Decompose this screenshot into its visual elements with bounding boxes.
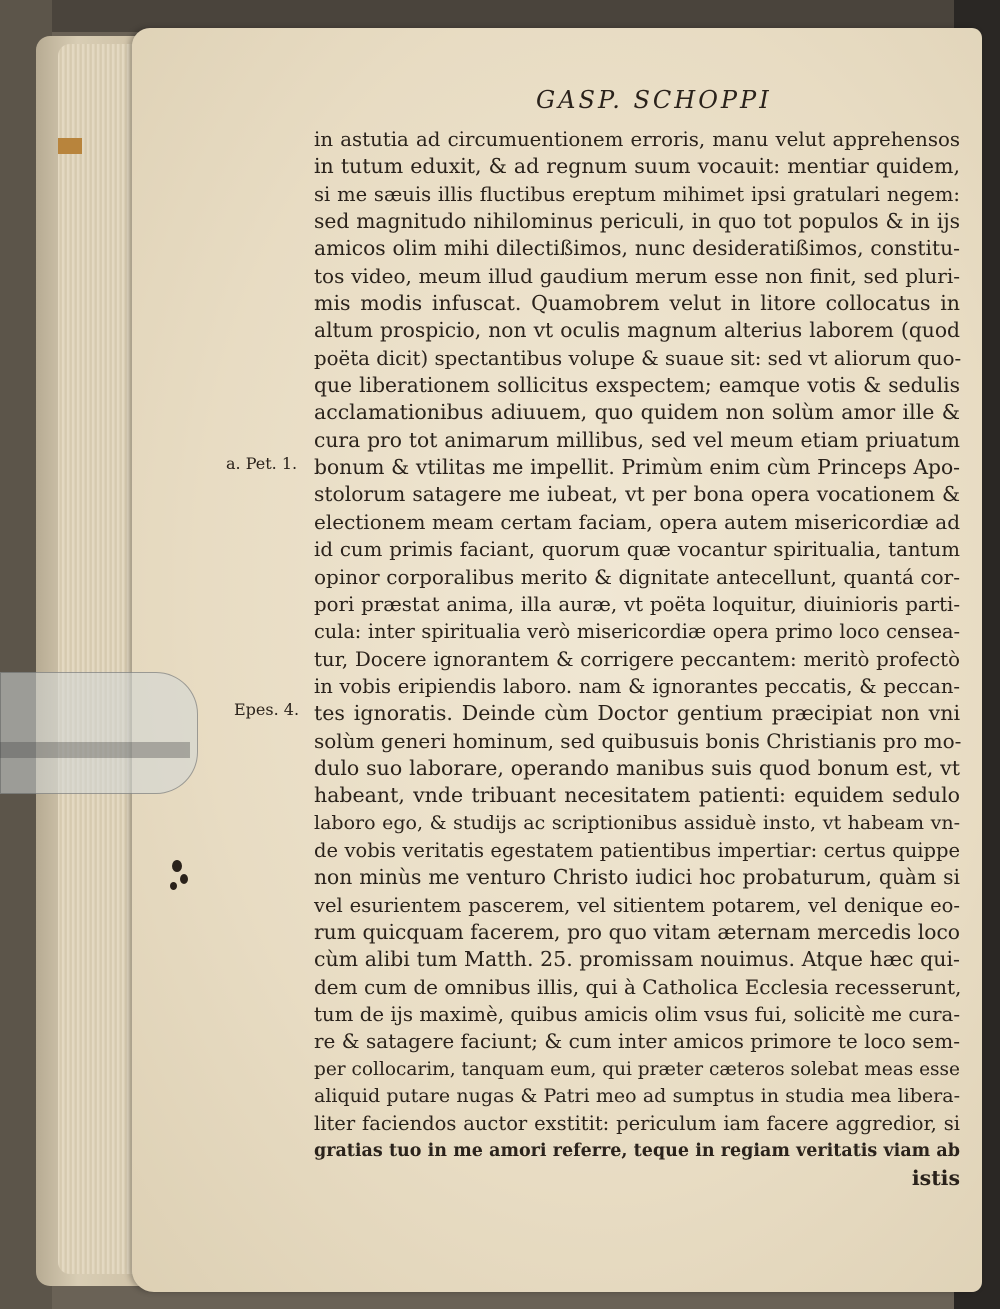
text-line: cula: inter spiritualia verò misericordiæ opera primo loco censea- [314, 620, 960, 644]
text-line: per collocarim, tanquam eum, qui præter cæteros solebat meas esse [314, 1058, 960, 1080]
text-line: non minùs me venturo Christo iudici hoc probaturum, quàm si [314, 865, 960, 890]
text-line: que liberationem sollicitus exspectem; eamque votis & sedulis [314, 373, 960, 398]
text-line: si me sæuis illis fluctibus ereptum mihimet ipsi gratulari negem: [314, 182, 960, 206]
margin-note-citation: Epes. 4. [234, 700, 300, 719]
transparent-bookmark-tab [0, 672, 198, 794]
text-line: rum quicquam facerem, pro quo vitam æternam mercedis loco [314, 919, 960, 944]
text-line: solùm generi hominum, sed quibusuis bonis Christianis pro mo- [314, 728, 962, 753]
text-line: electionem meam certam faciam, opera autem misericordiæ ad [314, 509, 960, 534]
text-line: tes ignoratis. Deinde cùm Doctor gentium præcipiat non vni [314, 701, 960, 726]
catchword: istis [911, 1166, 960, 1191]
text-line: tur, Docere ignorantem & corrigere peccantem: meritò profectò [314, 647, 960, 671]
text-line: poëta dicit) spectantibus volupe & suaue sit: sed vt aliorum quo- [314, 346, 962, 370]
text-line: altum prospicio, non vt oculis magnum alterius laborem (quod [314, 318, 960, 343]
text-line: mis modis infuscat. Quamobrem velut in litore collocatus in [314, 291, 960, 316]
ribbon-marker [58, 138, 82, 154]
running-header: GASP. SCHOPPI [536, 86, 772, 114]
text-line: id cum primis faciant, quorum quæ vocantur spiritualia, tantum [314, 538, 960, 562]
main-text-block [314, 126, 960, 1192]
margin-note-citation: a. Pet. 1. [226, 454, 298, 473]
text-line: bonum & vtilitas me impellit. Primùm enim cùm Princeps Apo- [314, 455, 960, 480]
text-line: opinor corporalibus merito & dignitate antecellunt, quantá cor- [314, 564, 960, 589]
text-line: dem cum de omnibus illis, qui à Catholica Ecclesia recesserunt, [314, 974, 962, 999]
text-line: tum de ijs maximè, quibus amicis olim vsus fui, solicitè me cura- [314, 1003, 960, 1026]
text-line: cùm alibi tum Matth. 25. promissam nouimus. Atque hæc qui- [314, 947, 960, 972]
text-line: dulo suo laborare, operando manibus suis quod bonum est, vt [314, 755, 960, 780]
bookmark-strip [0, 742, 190, 758]
text-line: vel esurientem pascerem, vel sitientem potarem, vel denique eo- [314, 893, 960, 917]
text-line: liter faciendos auctor exstitit: periculum iam facere aggredior, si [314, 1112, 960, 1136]
text-line: cura pro tot animarum millibus, sed vel meum etiam priuatum [314, 427, 960, 452]
text-line: sed magnitudo nihilominus periculi, in quo tot populos & in ijs [314, 209, 960, 234]
text-line: in tutum eduxit, & ad regnum suum vocauit: mentiar quidem, [314, 154, 960, 179]
text-line: laboro ego, & studijs ac scriptionibus assiduè insto, vt habeam vn- [314, 811, 960, 834]
text-line: habeant, vnde tribuant necesitatem patienti: equidem sedulo [314, 783, 960, 808]
text-line: tos video, meum illud gaudium merum esse non finit, sed pluri- [314, 263, 960, 288]
text-line: gratias tuo in me amori referre, teque in regiam veritatis viam ab [314, 1140, 960, 1161]
text-line: aliquid putare nugas & Patri meo ad sumptus in studia mea libera- [314, 1085, 960, 1108]
text-line: re & satagere faciunt; & cum inter amicos primore te loco sem- [314, 1029, 960, 1054]
text-line: pori præstat anima, illa auræ, vt poëta loquitur, diuinioris parti- [314, 592, 960, 616]
text-line: in vobis eripiendis laboro. nam & ignorantes peccatis, & peccan- [314, 674, 960, 698]
text-line: in astutia ad circumuentionem erroris, manu velut apprehensos [314, 128, 960, 151]
text-line: acclamationibus adiuuem, quo quidem non solùm amor ille & [314, 400, 960, 425]
text-line: amicos olim mihi dilectißimos, nunc desideratißimos, constitu- [314, 236, 960, 261]
text-line: stolorum satagere me iubeat, vt per bona opera vocationem & [314, 482, 960, 507]
text-line: de vobis veritatis egestatem patientibus impertiar: certus quippe [314, 838, 960, 862]
ink-smudge [168, 856, 204, 894]
